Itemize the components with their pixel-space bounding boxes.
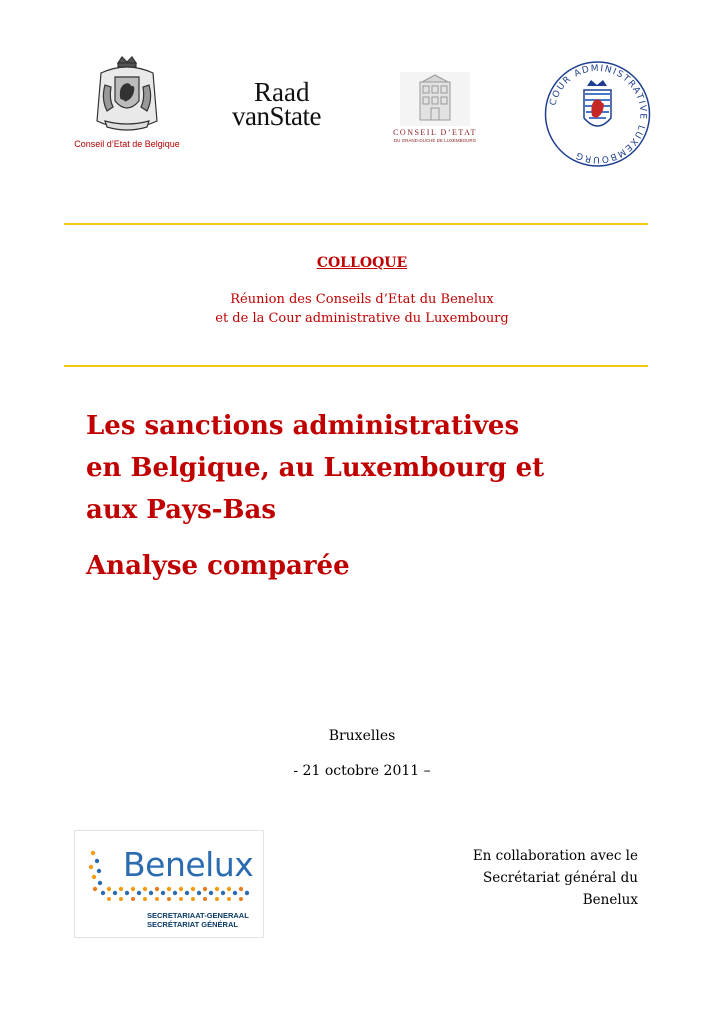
- raad-van-state-line2: vanState: [232, 101, 321, 131]
- conseil-etat-luxembourg-title: CONSEIL D’ETAT: [393, 128, 477, 137]
- belgium-coat-of-arms-icon: [91, 55, 163, 137]
- cour-administrative-logo: [540, 58, 655, 170]
- event-date: - 21 octobre 2011 –: [293, 763, 431, 779]
- page-title-line3: aux Pays-Bas: [86, 495, 276, 525]
- belgium-council-caption: Conseil d’Etat de Belgique: [74, 139, 180, 149]
- belgium-council-logo: [62, 55, 192, 160]
- collaboration-line3: Benelux: [582, 892, 638, 908]
- conseil-etat-luxembourg-subtitle: DU GRAND-DUCHÉ DE LUXEMBOURG: [393, 138, 477, 143]
- page-title-line1: Les sanctions administratives: [86, 411, 520, 441]
- building-facade-icon: [400, 72, 470, 126]
- colloque-subtitle-line1: Réunion des Conseils d’Etat du Benelux: [230, 292, 494, 307]
- bottom-divider: [64, 365, 648, 367]
- colloque-heading: COLLOQUE: [316, 255, 408, 271]
- page-title: [86, 405, 686, 531]
- page-subtitle: Analyse comparée: [86, 551, 350, 581]
- cour-administrative-ring-text: COUR ADMINISTRATIVE LUXEMBOURG: [548, 63, 648, 165]
- event-city: Bruxelles: [328, 728, 396, 744]
- benelux-wordmark: Benelux: [123, 845, 254, 884]
- conseil-etat-luxembourg-logo: [385, 72, 485, 157]
- logos-row: [0, 0, 724, 170]
- collaboration-line1: En collaboration avec le: [472, 848, 638, 864]
- collaboration-note: [338, 845, 638, 911]
- benelux-secretariat-label: [147, 911, 249, 929]
- raad-van-state-line1: Raad: [254, 77, 310, 107]
- cour-administrative-seal-icon: [540, 58, 655, 170]
- benelux-sub-line2: SECRÉTARIAT GÉNÉRAL: [147, 920, 238, 929]
- collaboration-line2: Secrétariat général du: [482, 870, 638, 886]
- top-divider: [64, 223, 648, 225]
- benelux-logo: [74, 830, 264, 938]
- colloque-subtitle-line2: et de la Cour administrative du Luxembourg: [215, 311, 509, 326]
- page-title-line2: en Belgique, au Luxembourg et: [86, 453, 545, 483]
- raad-van-state-logo: [232, 77, 342, 140]
- colloque-subtitle: [64, 290, 660, 328]
- benelux-sub-line1: SECRETARIAAT-GENERAAL: [147, 911, 249, 920]
